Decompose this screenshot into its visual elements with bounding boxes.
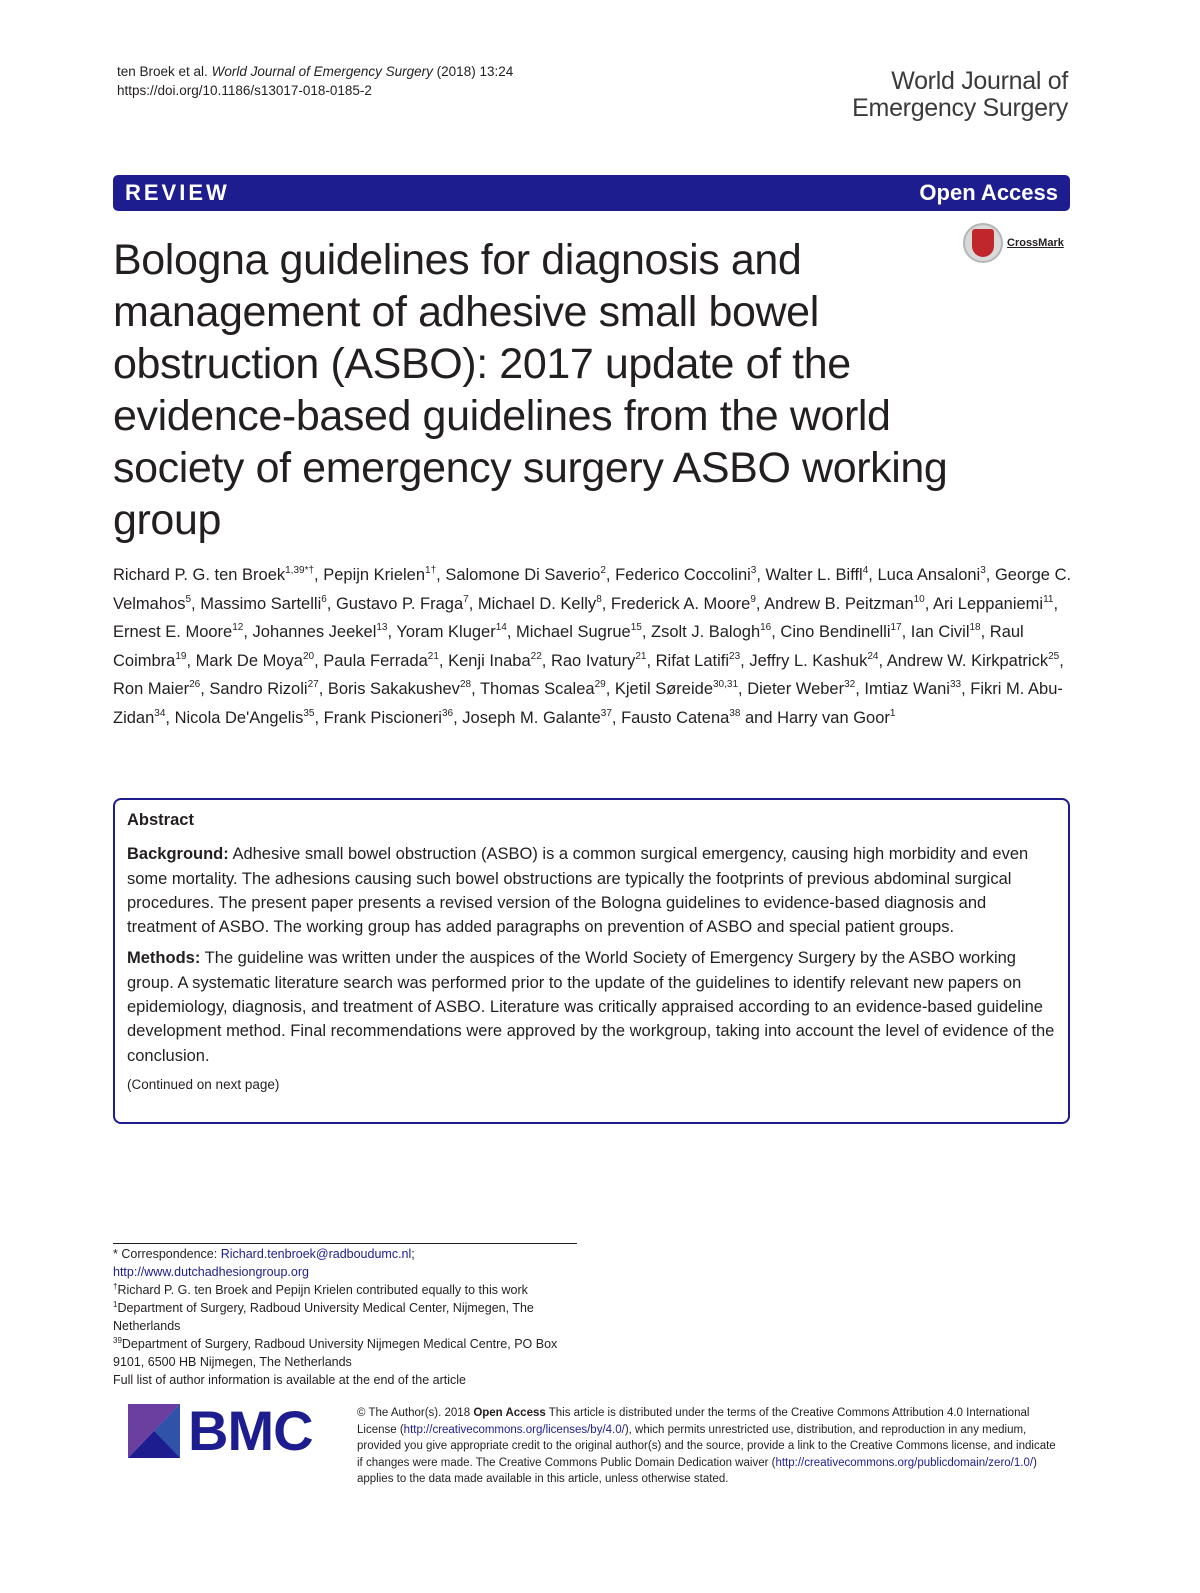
author-name: Yoram Kluger [396, 623, 496, 641]
equal-text: Richard P. G. ten Broek and Pepijn Krielen contributed equally to this work [117, 1283, 528, 1297]
author-name: Johannes Jeekel [252, 623, 377, 641]
author-name: Fausto Catena [621, 708, 730, 727]
author-entry [396, 623, 507, 641]
author-entry [615, 566, 756, 584]
author-name: Imtiaz Wani [864, 680, 950, 698]
background-label: Background: [127, 845, 229, 864]
author-affiliation-sup: 10 [913, 593, 925, 605]
author-entry [911, 623, 981, 641]
author-name: Richard P. G. ten Broek [113, 566, 286, 584]
open-access-label: Open Access [919, 180, 1058, 205]
author-name: Kjetil Søreide [614, 680, 713, 698]
aff1-sup: 1 [113, 1300, 118, 1309]
author-affiliation-sup: 12 [232, 622, 244, 633]
author-entry [877, 566, 985, 584]
author-entry [887, 652, 1060, 670]
aff39-sup: 39 [113, 1336, 122, 1345]
author-entry [113, 623, 243, 641]
affiliation-39 [113, 1335, 583, 1371]
equal-sup: † [113, 1282, 118, 1291]
author-affiliation-sup: 22 [530, 650, 542, 662]
abstract-background [127, 842, 1056, 939]
author-entry [200, 595, 327, 613]
author-name: Fikri M. Abu-Zidan [113, 680, 1063, 727]
bmc-mark-icon [128, 1404, 180, 1458]
author-entry [113, 680, 200, 698]
author-entry [516, 623, 642, 641]
author-affiliation-sup: 19 [175, 650, 187, 662]
author-entry [445, 566, 606, 584]
author-affiliation-sup: 2 [600, 565, 606, 576]
author-affiliation-sup: 9 [750, 593, 756, 605]
author-entry [113, 566, 314, 584]
author-entry [324, 709, 453, 727]
author-name: Pepijn Krielen [323, 566, 426, 584]
article-title: Bologna guidelines for diagnosis and management of adhesive small bowel obstruction (ASBO): 2017 update of the evidence-based guidelines from the world society of emergency surgery ASBO working group [113, 236, 948, 544]
methods-text: The guideline was written under the auspices of the World Society of Emergency Surgery by the ASBO working group. A systematic literature search was performed prior to the update of the guidelines to identify relevant new papers on epidemiology, diagnosis, and treatment of ASBO. Literature was critically appraised according to an evidence-based guideline development method. Final recommendations were approved by the workgroup, taking into account the level of evidence of the conclusion. [127, 949, 1055, 1065]
author-name: Frank Piscioneri [323, 708, 442, 727]
article-type-label: REVIEW [125, 180, 230, 205]
author-entry [780, 623, 901, 641]
author-name: Ernest E. Moore [113, 623, 233, 641]
author-affiliation-sup: 36 [441, 707, 454, 719]
aff1-text: Department of Surgery, Radboud University Medical Center, Nijmegen, The Netherlands [113, 1301, 534, 1333]
abstract-box [113, 798, 1070, 1124]
author-affiliation-sup: 35 [303, 707, 315, 719]
bmc-logo [128, 1399, 338, 1462]
author-affiliation-sup: 17 [890, 622, 902, 633]
author-entry [656, 652, 741, 670]
author-entry [196, 652, 314, 670]
author-name: Michael Sugrue [516, 623, 631, 641]
author-affiliation-sup: 20 [302, 650, 315, 662]
author-affiliation-sup: 25 [1048, 650, 1060, 662]
journal-brand [852, 68, 1068, 122]
author-entry [209, 680, 318, 698]
footnote-divider [113, 1243, 577, 1244]
author-entry [611, 595, 756, 613]
full-list-note: Full list of author information is available at the end of the article [113, 1373, 466, 1387]
license-open-access: Open Access [473, 1407, 546, 1419]
affiliation-1 [113, 1299, 583, 1335]
author-name: Ian Civil [910, 623, 970, 641]
author-affiliation-sup: 33 [949, 679, 962, 690]
author-affiliation-sup: 37 [600, 707, 612, 719]
author-affiliation-sup: 32 [844, 679, 856, 690]
author-affiliation-sup: 34 [154, 707, 166, 719]
author-entry [551, 652, 647, 670]
author-name: Zsolt J. Balogh [650, 623, 761, 641]
author-entry [480, 680, 606, 698]
author-name: Nicola De'Angelis [174, 708, 304, 727]
author-affiliation-sup: 15 [630, 622, 642, 633]
journal-brand-line2: Emergency Surgery [852, 94, 1068, 122]
author-affiliation-sup: 29 [594, 679, 606, 690]
correspondence-email-link[interactable]: Richard.tenbroek@radboudumc.nl [220, 1247, 412, 1261]
doi-link[interactable]: https://doi.org/10.1186/s13017-018-0185-2 [117, 83, 372, 98]
author-name: Ari Leppaniemi [933, 594, 1044, 613]
author-entry [175, 709, 315, 727]
author-name: Paula Ferrada [323, 651, 428, 670]
license-link-cc-by[interactable]: http://creativecommons.org/licenses/by/4.0/ [403, 1423, 625, 1436]
citation-line [117, 62, 513, 81]
equal-contribution-note [113, 1281, 583, 1299]
author-name: Andrew W. Kirkpatrick [886, 651, 1049, 670]
author-name: Luca Ansaloni [877, 566, 981, 584]
author-name: George C. Velmahos [113, 566, 1072, 613]
author-entry [328, 680, 471, 698]
author-affiliation-sup: 8 [596, 593, 602, 605]
author-affiliation-sup: 24 [867, 650, 879, 662]
author-entry [764, 595, 925, 613]
author-entry [747, 680, 855, 698]
author-affiliation-sup: 23 [729, 650, 741, 662]
author-entry [777, 709, 895, 727]
article-type-bar [113, 175, 1070, 211]
author-affiliation-sup: 5 [185, 593, 192, 605]
author-entry [462, 709, 612, 727]
correspondence [113, 1245, 583, 1281]
license-text-3: ) applies to the data made available in this article, unless otherwise stated. [357, 1456, 1037, 1485]
license-copyright: © The Author(s). 2018 [357, 1407, 474, 1419]
author-entry [478, 595, 602, 613]
footnotes [113, 1245, 583, 1389]
author-affiliation-sup: 21 [427, 650, 439, 662]
abstract-heading: Abstract [127, 811, 194, 829]
bmc-wordmark: BMC [188, 1399, 313, 1462]
license-text-1: This article is distributed under the terms of the Creative Commons Attribution 4.0 International License ( [357, 1407, 1030, 1436]
author-affiliation-sup: 28 [459, 679, 472, 690]
abstract-methods [127, 946, 1056, 1067]
author-name: Harry van Goor [777, 708, 890, 727]
author-affiliation-sup: 3 [980, 565, 986, 576]
citation-authors: ten Broek et al. [117, 64, 208, 79]
author-affiliation-sup: 13 [376, 622, 388, 633]
author-name: Michael D. Kelly [477, 594, 597, 613]
author-entry [336, 595, 469, 613]
author-affiliation-sup: 21 [635, 650, 647, 662]
author-affiliation-sup: 16 [760, 622, 772, 633]
license-link-cc0[interactable]: http://creativecommons.org/publicdomain/zero/1.0/ [775, 1456, 1034, 1469]
author-entry [651, 623, 771, 641]
author-list: Richard P. G. ten Broek$^{1,39*\dagger}$, Pepijn Krielen$^{1\dagger}$, Salomone Di Saverio$^2$, Federico Coccolini$^3$, Walter L. Biffl$^4$, Luca Ansaloni$^3$, George C. Velmahos$^5$, Massimo Sartelli$^6$, Gustavo P. Fraga$^7$, Michael D. Kelly$^8$, Frederick A. Moore$^9$, Andrew B. Peitzman$^{10}$, Ari Leppaniemi$^{11}$, Ernest E. Moore$^{12}$, Johannes Jeekel$^{13}$, Yoram Kluger$^{14}$, Michael Sugrue$^{15}$, Zsolt J. Balogh$^{16}$, Cino Bendinelli$^{17}$, Ian Civil$^{18}$, Raul Coimbra$^{19}$, Mark De Moya$^{20}$, Paula Ferrada$^{21}$, Kenji Inaba$^{22}$, Rao Ivatury$^{21}$, Rifat Latifi$^{23}$, Jeffry L. Kashuk$^{24}$, Andrew W. Kirkpatrick$^{25}$, Ron Maier$^{26}$, Sandro Rizoli$^{27}$, Boris Sakakushev$^{28}$, Thomas Scalea$^{29}$, Kjetil Søreide$^{30,31}$, Dieter Weber$^{32}$, Imtiaz Wani$^{33}$, Fikri M. Abu-Zidan$^{34}$, Nicola De'Angelis$^{35}$, Frank Piscioneri$^{36}$, Joseph M. Galante$^{37}$, Fausto Catena$^{38}$ and Harry van Goor$^1$ [113, 565, 1072, 727]
author-name: Ron Maier [113, 680, 190, 698]
correspondence-url-link[interactable]: http://www.dutchadhesiongroup.org [113, 1265, 309, 1279]
author-affiliation-sup: 27 [307, 679, 319, 690]
license-text-2: ), which permits unrestricted use, distribution, and reproduction in any medium, provided you give appropriate credit to the original author(s) and the source, provide a link to the Creative Commons license, and indicate if changes were made. The Creative Commons Public Domain Dedication waiver ( [357, 1423, 1056, 1469]
author-affiliation-sup: 3 [750, 565, 757, 576]
author-name: Dieter Weber [747, 680, 845, 698]
author-affiliation-sup: 7 [463, 593, 469, 605]
author-affiliation-sup: 14 [495, 622, 507, 633]
author-affiliation-sup: 4 [862, 565, 869, 576]
author-name: Andrew B. Peitzman [764, 594, 914, 613]
crossmark-label: CrossMark [1007, 237, 1064, 249]
author-name: Thomas Scalea [479, 680, 595, 698]
author-name: Massimo Sartelli [200, 594, 322, 613]
author-affiliation-sup: 26 [189, 679, 201, 690]
author-name: Rao Ivatury [550, 651, 636, 670]
author-entry [766, 566, 869, 584]
author-entry [253, 623, 388, 641]
author-entry [448, 652, 542, 670]
author-name: Gustavo P. Fraga [335, 594, 464, 613]
author-affiliation-sup: 38 [729, 707, 741, 719]
author-name: Walter L. Biffl [765, 566, 863, 584]
author-entry [749, 652, 878, 670]
author-entry [933, 595, 1053, 613]
author-name: Federico Coccolini [615, 566, 751, 584]
author-entry [621, 709, 740, 727]
author-affiliation-sup: 1† [425, 565, 437, 576]
author-name: Sandro Rizoli [209, 680, 308, 698]
author-entry [323, 566, 436, 584]
author-affiliation-sup: 30,31 [713, 679, 739, 690]
author-name: Mark De Moya [195, 651, 303, 670]
author-name: Kenji Inaba [448, 651, 531, 670]
correspondence-separator: ; [411, 1247, 415, 1261]
author-affiliation-sup: 11 [1043, 593, 1054, 605]
crossmark-icon [963, 223, 1003, 263]
continued-note: (Continued on next page) [127, 1076, 280, 1092]
author-name: Boris Sakakushev [327, 680, 460, 698]
crossmark-badge[interactable] [963, 225, 1073, 261]
methods-label: Methods: [127, 949, 201, 968]
author-name: Rifat Latifi [655, 651, 730, 670]
author-name: Joseph M. Galante [462, 708, 601, 727]
author-name: Raul Coimbra [113, 623, 1024, 670]
license-statement [357, 1405, 1057, 1488]
author-affiliation-sup: 6 [321, 593, 327, 605]
correspondence-label: * Correspondence: [113, 1247, 221, 1261]
author-entry [864, 680, 961, 698]
author-affiliation-sup: 1 [889, 707, 896, 719]
citation-year-volume: (2018) 13:24 [432, 64, 514, 79]
author-name: Cino Bendinelli [780, 623, 891, 641]
author-entry [615, 680, 738, 698]
author-affiliation-sup: 18 [969, 622, 981, 633]
background-text: Adhesive small bowel obstruction (ASBO) is a common surgical emergency, causing high morbidity and even some mortality. The adhesions causing such bowel obstructions are typically the footprints of previous abdominal surgical procedures. The present paper presents a revised version of the Bologna guidelines to evidence-based diagnosis and treatment of ASBO. The working group has added paragraphs on prevention of ASBO and special patient groups. [127, 845, 1029, 937]
citation-header [117, 62, 513, 100]
author-name: Jeffry L. Kashuk [749, 651, 868, 670]
author-entry [323, 652, 439, 670]
author-name: Salomone Di Saverio [445, 566, 601, 584]
author-name: Frederick A. Moore [610, 594, 751, 613]
author-affiliation-sup: 1,39*† [285, 565, 315, 576]
aff39-text: Department of Surgery, Radboud University Nijmegen Medical Centre, PO Box 9101, 6500 HB Nijmegen, The Netherlands [113, 1337, 558, 1369]
citation-journal: World Journal of Emergency Surgery [211, 64, 433, 79]
journal-brand-line1: World Journal of [891, 67, 1068, 95]
